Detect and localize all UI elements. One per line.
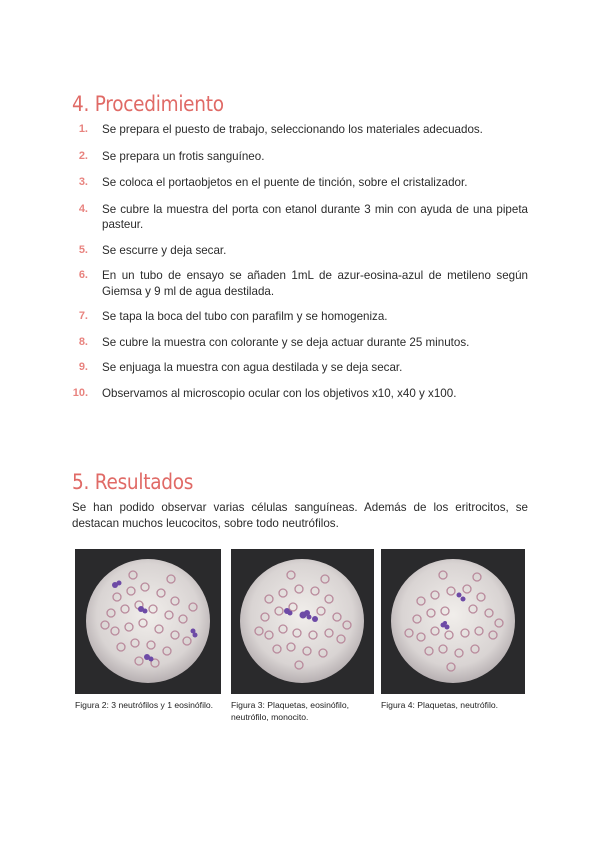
- figure-2: [75, 549, 221, 711]
- step-text: Se escurre y deja secar.: [102, 243, 227, 257]
- step-text: En un tubo de ensayo se añaden 1mL de azur-eosina-azul de metileno según Giemsa y 9 ml de agua destilada.: [102, 269, 528, 298]
- procedure-steps: [72, 122, 528, 401]
- step-text: Se prepara un frotis sanguíneo.: [102, 149, 265, 163]
- list-item: [72, 335, 528, 351]
- figure-caption: Figura 3: Plaquetas, eosinófilo, neutrófilo, monocito.: [231, 700, 349, 722]
- step-number: 3.: [78, 176, 88, 188]
- step-number: 5.: [78, 243, 88, 256]
- figure-3: [231, 549, 374, 723]
- step-text: Se coloca el portaobjetos en el puente de tinción, sobre el cristalizador.: [102, 176, 468, 189]
- results-paragraph: Se han podido observar varias células sanguíneas. Además de los eritrocitos, se destacan muchos leucocitos, sobre todo neutrófilos.: [72, 501, 528, 530]
- step-number: 8.: [78, 335, 88, 348]
- list-item: [72, 175, 528, 191]
- list-item: [72, 122, 528, 138]
- step-number: 7.: [78, 310, 88, 322]
- step-number: 9.: [78, 361, 88, 373]
- step-text: Se prepara el puesto de trabajo, seleccionando los materiales adecuados.: [102, 123, 483, 136]
- section-title-resultados: 5. Resultados: [72, 470, 194, 494]
- list-item: [72, 149, 528, 165]
- figure-caption: Figura 2: 3 neutrófilos y 1 eosinófilo.: [75, 700, 214, 710]
- microscope-image: [231, 549, 374, 694]
- figure-caption: Figura 4: Plaquetas, neutrófilo.: [381, 700, 499, 710]
- microscope-image: [381, 549, 525, 694]
- step-number: 4.: [78, 202, 88, 215]
- step-number: 1.: [78, 123, 88, 135]
- figure-4: [381, 549, 525, 711]
- step-text: Observamos al microscopio ocular con los objetivos x10, x40 y x100.: [102, 386, 457, 400]
- step-text: Se cubre la muestra con colorante y se deja actuar durante 25 minutos.: [102, 335, 470, 349]
- step-text: Se enjuaga la muestra con agua destilada y se deja secar.: [102, 361, 403, 374]
- list-item: [72, 268, 528, 299]
- microscope-image: [75, 549, 221, 694]
- list-item: [72, 360, 528, 376]
- step-number: 2.: [78, 149, 88, 162]
- step-text: Se cubre la muestra del porta con etanol durante 3 min con ayuda de una pipeta pasteur.: [102, 202, 528, 231]
- list-item: [72, 243, 528, 259]
- list-item: [72, 309, 528, 325]
- step-text: Se tapa la boca del tubo con parafilm y se homogeniza.: [102, 310, 388, 323]
- step-number: 10.: [72, 386, 88, 399]
- step-number: 6.: [78, 269, 88, 281]
- section-title-procedimiento: 4. Procedimiento: [72, 92, 224, 116]
- list-item: [72, 202, 528, 233]
- list-item: [72, 386, 528, 402]
